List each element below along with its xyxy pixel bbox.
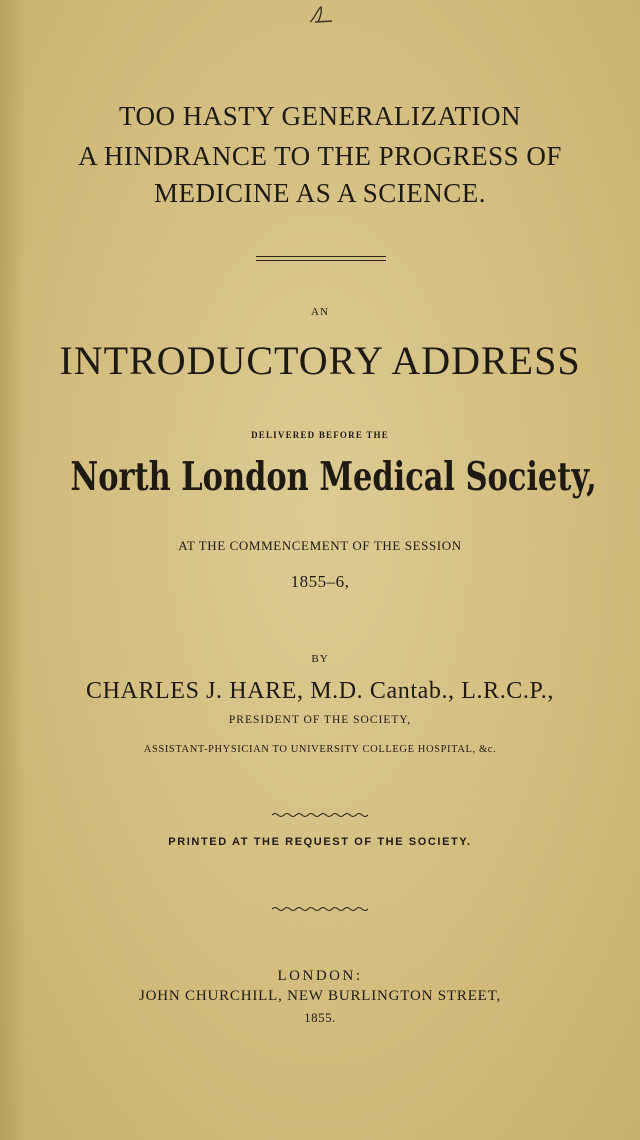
wavy-rule-bottom — [272, 906, 368, 912]
title-line-2: A HINDRANCE TO THE PROGRESS OF — [78, 141, 562, 171]
wavy-rule-top — [272, 812, 368, 818]
title-line-1: TOO HASTY GENERALIZATION — [119, 101, 521, 131]
session-year: 1855–6, — [290, 572, 350, 591]
society-name: North London Medical Society, — [70, 454, 597, 500]
double-rule — [256, 256, 386, 261]
session-line: AT THE COMMENCEMENT OF THE SESSION — [178, 538, 462, 553]
author-line: CHARLES J. HARE, M.D. Cantab., L.R.C.P., — [85, 678, 555, 704]
imprint-year: 1855. — [304, 1010, 336, 1025]
address-heading: INTRODUCTORY ADDRESS — [59, 338, 581, 383]
assistant-line: ASSISTANT-PHYSICIAN TO UNIVERSITY COLLEGE HOSPITAL, &c. — [143, 744, 497, 755]
imprint-city: LONDON: — [277, 968, 363, 984]
handwritten-mark — [306, 4, 336, 26]
delivered-label: DELIVERED BEFORE THE — [251, 430, 389, 440]
an-label: AN — [311, 306, 329, 318]
president-line: PRESIDENT OF THE SOCIETY, — [228, 714, 412, 726]
by-label: BY — [311, 653, 329, 665]
imprint-publisher: JOHN CHURCHILL, NEW BURLINGTON STREET, — [138, 988, 502, 1004]
title-line-3: MEDICINE AS A SCIENCE. — [153, 178, 487, 208]
printed-line: PRINTED AT THE REQUEST OF THE SOCIETY. — [168, 836, 472, 848]
